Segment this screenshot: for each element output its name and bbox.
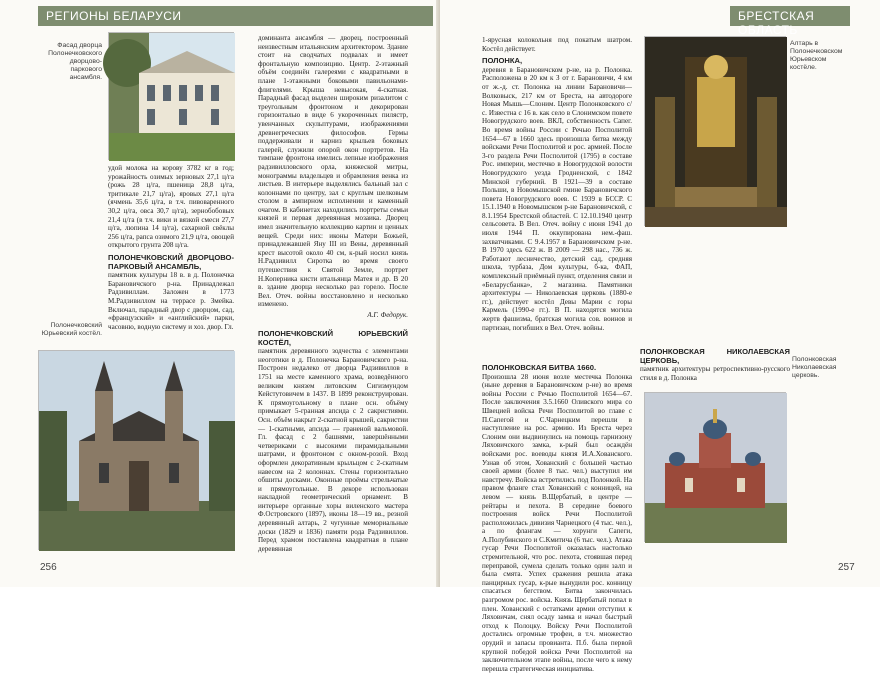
right-section3-text: памятник архитектуры ретроспективно-русского стиля в д. Полонка [640,365,790,382]
altar-illustration [645,37,787,227]
author-signature: А.Г. Федорук. [367,311,408,319]
palace-caption: Фасад дворца Полонечковского дворцово-паркового ансамбля. [48,42,102,81]
left-page-number: 256 [40,562,57,573]
altar-photo [644,36,786,226]
left-page [0,0,440,587]
right-page-number: 257 [838,562,855,573]
left-section1-title: ПОЛОНЕЧКОВСКИЙ ДВОРЦОВО-ПАРКОВЫЙ АНСАМБЛЬ, [108,252,234,271]
right-col1-top: 1-ярусная колокольня под покатым шатром. Костёл действует. [482,36,632,53]
right-col1-lower [482,360,632,673]
orthodox-church-illustration [645,393,787,543]
left-col2-text [258,34,408,320]
right-section2-title: ПОЛОНКОВСКАЯ БИТВА 1660. [482,363,597,372]
left-section2-title: ПОЛОНЕЧКОВСКИЙ ЮРЬЕВСКИЙ КОСТЁЛ, [258,329,408,347]
left-col1-text [108,164,234,331]
church-caption: Полонечковский Юрьевский костёл. [41,322,102,337]
right-col2-text [640,236,790,382]
right-section3-title: ПОЛОНКОВСКАЯ НИКОЛАЕВСКАЯ ЦЕРКОВЬ, [640,347,790,365]
church-illustration [39,351,235,551]
right-page-header: БРЕСТСКАЯ ОБЛАСТЬ [730,6,850,26]
left-col2-lower [258,326,408,553]
right-section1-title: ПОЛОНКА, [482,56,523,66]
right-section1-text: деревня в Барановичском р-не, на р. Полонка. Расположена в 20 км к З от г. Барановичи, 4 км от ж.-д. ст. Полонка на линии Барановичи—Волковыск, 217 км от Бреста, на автодороге Новая Мышь—Слоним. Центр Полонковского с/с. Известна с 16 в. как село в Слонимском повете Новогрудского воев. ВКЛ, собственность Сапег. Во время войны России с Речью Посполитой 1654—67 в 1660 здесь произошла битва между войсками Речи Посполитой и рос. армией. После 3-го раздела Речи Посполитой (1795) в составе Рос. империи, местечко в Новогрудской волости Новогрудского уезда Гродненской, с 1842 Минской губерний. В 1921—39 в составе Польши, в Новомышской гмине Барановичского повета Новогрудского воев. С 1939 в БССР. С 15.1.1940 в Новомышском р-не Барановичской, с 8.1.1954 Брестской областей. С 12.10.1940 центр сельсовета. В Вел. Отеч. войну с июня 1941 до июля 1944 П. оккупирована нем.-фаш. захватчиками. С 9.4.1957 в Барановичском р-не. В 1970 здесь 622 ж. В 2009 — 298 нас., 736 ж. Работают лесничество, детский сад, средняя школа, турбаза, Дом культуры, б-ка, ФАП, комплексный приёмный пункт, отделения связи и «Беларусбанка», 2 магазина. Памятники архитектуры — Николаевская церковь (1880-е гг.), действует костёл Девы Марии с горы Кармель (1990-е гг.). В П. находятся могила жертв фашизма, братская могила сов. воинов и партизан, погибших в Вел. Отеч. войны. [482,65,632,332]
palace-photo [108,32,234,160]
right-page [440,0,880,673]
left-col1-top: удой молока на корову 3782 кг в год; урожайность озимых зерновых 27,1 ц/га (рожь 28 ц/га, пшеница 28,8 ц/га, тритикале 21,7 ц/га), яровых 27,1 ц/га (ячмень 35,6 ц/га, в т.ч. пивоваренного 30,2 ц/га, овса 30,7 ц/га), зернобобовых 21,4 ц/га (в т.ч. вики и вязкой смеси 27,7 ц/га, люпина 14 ц/га), сахарной свёклы 256 ц/га, рапса озимого 21,9 ц/га, овощей открытого грунта 208 ц/га. [108,164,234,250]
right-col1-text [482,36,632,332]
orthodox-church-photo [644,392,786,542]
left-page-header: РЕГИОНЫ БЕЛАРУСИ [38,6,433,26]
nikolaev-caption: Полонковская Николаевская церковь. [792,356,837,379]
left-section1-text: памятник культуры 18 в. в д. Полонечка Барановичского р-на. Принадлежал Радзивиллам. Заложен в 1773 М.Радзивиллом на террасе р. Змейка. Включал, парадный двор с дворцом, сад, «французский» и «английский» парки, часовню, водную систему и хоз. двор. Гл. [108,271,234,331]
palace-illustration [109,33,235,161]
altar-caption: Алтарь в Полонечковском Юрьевском костёле. [790,40,843,71]
left-col2-top: доминанта ансамбля — дворец, построенный неизвестным итальянским архитектором. Здание стоит на сводчатых подвалах и имеет фронтальную композицию. Центр. 2-этажный объём соединён галереями с квадратными в плане 1-этажными боковыми павильонами-флигелями. Крыша невысокая, 4-скатная. Парадный фасад выделен широким ризалитом с треугольным фронтоном и декорирован горизонталью в виде 6 укороченных пилястр, увенчанных скульптурами, изображениями древнегреческих философов. Гермы поддерживали и карниз крыльев боковых галерей, служили опорой окон портретов. На тимпане фронтона имелись лепные изображения радзивилловского орла, княжеской митры, монограммы владельцев и обрамления венка из листьев. В интерьере выделялись бальный зал с колоннами по центру, зал с круглым шелковым столом в ампирном исполнении и каменный очагом. В кабинетах находились портреты семьи князей и первая деревянная мозаика. Дворец имел значительную коллекцию картин и ценных вещей. Среди них: иконы Матери Божьей, принадлежавшей Яну III из Вены, деревянный крест высотой около 40 см, к-рый носил князь Н.Радзивилл Сиротка во время своего путешествия к Святой Земле, портрет Н.Коперника кисти итальянца Матея и др. В 20 в. здание дворца несколько раз горело. После Вел. Отеч. войны восстановлено и несколько изменено. [258,34,408,309]
right-section2-text: Произошла 28 июня возле местечка Полонка (ныне деревня в Барановичском р-не) во время войны России с Речью Посполитой 1654—67. После заключения 3.5.1660 Оливского мира со Швецией войска Речи Посполитой во главе с П.Сапегой и С.Чарнецким перешли в наступление на рос. армию. Из Бреста через Слоним они выдвинулись на помощь гарнизону Ляховичского замка, к-рый был осаждён войсками рос. воеводы князя И.А.Хованского. Узнав об этом, Хованский с большей частью своей армии (более 8 тыс. чел.) выступил им навстречу. Войска встретились под Полонкой. На правом фланге стал Хованский с конницей, на левом — князь В.Щербатый, в центре — рейтары и пехота. В середине боевого построения войск Речи Посполитой расположилась дивизия Чарнецкого (4 тыс. чел.), а по флангам — хорунги Сапеги, А.Полубинского и С.Кмитича (6 тыс. чел.). Атака гусар Речи Посполитой оказалась настолько стремительной, что рос. пехота, стоявшая перед переправой, сумела сделать только один залп и была смята. Успех сражения решила атака панцирных гусар, к-рые вынудили рос. конницу спасаться бегством. Битва закончилась разгромом рос. войска. Князь Щербатый попал в плен. Хованский с остатками армии отступил к Ляховичам, снял осаду замка и начал быстрый отход к Полоцку. Войску Речи Посполитой достались огромные трофеи, в т.ч. множество орудий и запасы провианта. П.б. была первой крупной победой войска Речи Посполитой на заключительном этапе войны, после чего к нему перешла стратегическая инициатива. [482,372,632,673]
church-photo [38,350,234,550]
left-section2-text: памятник деревянного зодчества с элементами неоготики в д. Полонечка Барановичского р-на. Построен недалеко от дворца Радзивиллов в 1751 на месте каменного храма, возведённого великим князем литовским Сигизмундом Кейстутовичем в 1437. В 1899 реконструирован. К прямоугольному в плане осн. объёму примыкает 5-гранная апсида с 2 сакристиями. Осн. объём накрыт 2-скатной крышей, сакристии — 1-скатными, апсида — граненой вальмовой. Гл. фасад с 2 башнями, завершёнными четвериками с высокими пирамидальными шатрами, и фронтоном с окном-розой. Вход оформлен декоративным крыльцом с 2-скатным навесом на 2 колоннах. Стены горизонтально обшиты досками. Оконные проёмы стрельчатые и прямоугольные. В декоре использован накладной геометрический орнамент. В интерьере органные хоры виленского мастера Ф.Островского (1897), иконы 18—19 вв., резной деревянный алтарь, 2 чугунные мемориальные доски (1829 и 1836) памяти рода Радзивиллов. Перед храмом поставлена квадратная в плане деревянная [258,347,408,553]
